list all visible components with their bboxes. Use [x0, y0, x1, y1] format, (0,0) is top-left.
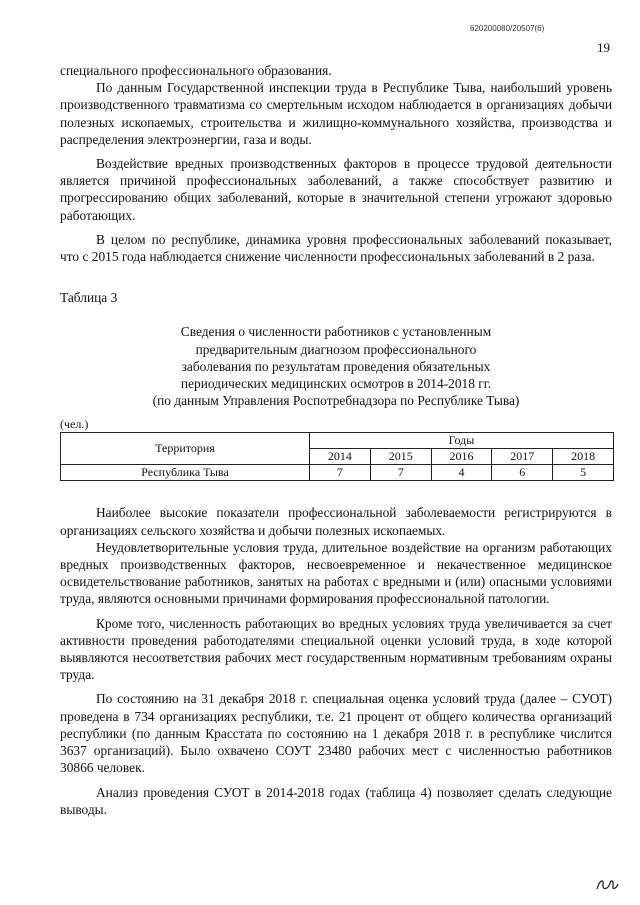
table-row — [61, 465, 614, 481]
page-content — [60, 62, 612, 818]
value-cell: 7 — [310, 465, 371, 481]
table-header-row — [61, 433, 614, 449]
page-number: 19 — [597, 40, 610, 55]
table-title-line: Сведения о численности работников с установленным — [180, 324, 492, 340]
header-territory: Территория — [61, 433, 310, 465]
value-cell: 6 — [492, 465, 553, 481]
table-title-line: предварительным диагнозом профессионального — [195, 341, 477, 357]
header-years: Годы — [310, 433, 614, 449]
paragraph: По данным Государственной инспекции труда в Республике Тыва, наибольший уровень производственного травматизма со смертельным исходом наблюдается в организациях добычи полезных ископаемых, строительства и жилищно-коммунального хозяйства, производства и распределения электроэнергии, газа и воды. — [60, 80, 612, 147]
year-cell: 2015 — [370, 449, 431, 465]
table-unit: (чел.) — [60, 417, 89, 432]
paragraph: Анализ проведения СУОТ в 2014-2018 годах (таблица 4) позволяет сделать следующие выводы. — [60, 784, 612, 817]
paragraph: Наиболее высокие показатели профессиональной заболеваемости регистрируются в организациях сельского хозяйства и добычи полезных ископаемых. — [60, 505, 612, 538]
year-cell: 2017 — [492, 449, 553, 465]
table-title-line: (по данным Управления Роспотребнадзора по Республике Тыва) — [152, 393, 520, 409]
document-id: 620200080/20507(6) — [470, 24, 545, 33]
paragraph: По состоянию на 31 декабря 2018 г. специальная оценка условий труда (далее – СУОТ) проведена в 734 организациях республики, т.е. 21 процент от общего количества организаций республики (по данным Красстата по состоянию на 1 декабря 2018 г. в республике числится 3637 организаций). Было охвачено СОУТ 23480 рабочих мест с численностью работников 30866 человек. — [60, 691, 612, 776]
value-cell: 5 — [553, 465, 614, 481]
table-title-line: заболевания по результатам проведения обязательных — [181, 358, 491, 374]
handwritten-mark — [594, 875, 620, 893]
value-cell: 7 — [370, 465, 431, 481]
paragraph: В целом по республике, динамика уровня профессиональных заболеваний показывает, что с 2015 года наблюдается снижение численности профессиональных заболеваний в 2 раза. — [60, 231, 612, 265]
paragraph: специального профессионального образования. — [60, 63, 332, 78]
value-cell: 4 — [431, 465, 492, 481]
year-cell: 2016 — [431, 449, 492, 465]
paragraph: Кроме того, численность работающих во вредных условиях труда увеличивается за счет активности проведения работодателями специальной оценки условий труда, в ходе которой выявляются несоответствия рабочих мест государственным нормативным требованиям охраны труда. — [60, 615, 612, 683]
table-label: Таблица 3 — [60, 290, 118, 306]
row-name: Республика Тыва — [61, 465, 310, 481]
table-title-line: периодических медицинских осмотров в 2014-2018 гг. — [180, 376, 492, 392]
paragraph: Воздействие вредных производственных факторов в процессе трудовой деятельности является причиной профессиональных заболеваний, а также способствует развитию и прогрессированию общих заболеваний, которые в значительной степени угрожают здоровью работающих. — [60, 156, 612, 223]
occupational-disease-table — [60, 432, 614, 481]
year-cell: 2014 — [310, 449, 371, 465]
year-cell: 2018 — [553, 449, 614, 465]
table-title — [106, 323, 566, 409]
paragraph: Неудовлетворительные условия труда, длительное воздействие на организм работающих вредных производственных факторов, несвоевременное и некачественное медицинское освидетельствование работников, занятых на работах с вредными и (или) опасными условиями труда, являются основными причинами формирования профессиональной патологии. — [60, 539, 612, 607]
